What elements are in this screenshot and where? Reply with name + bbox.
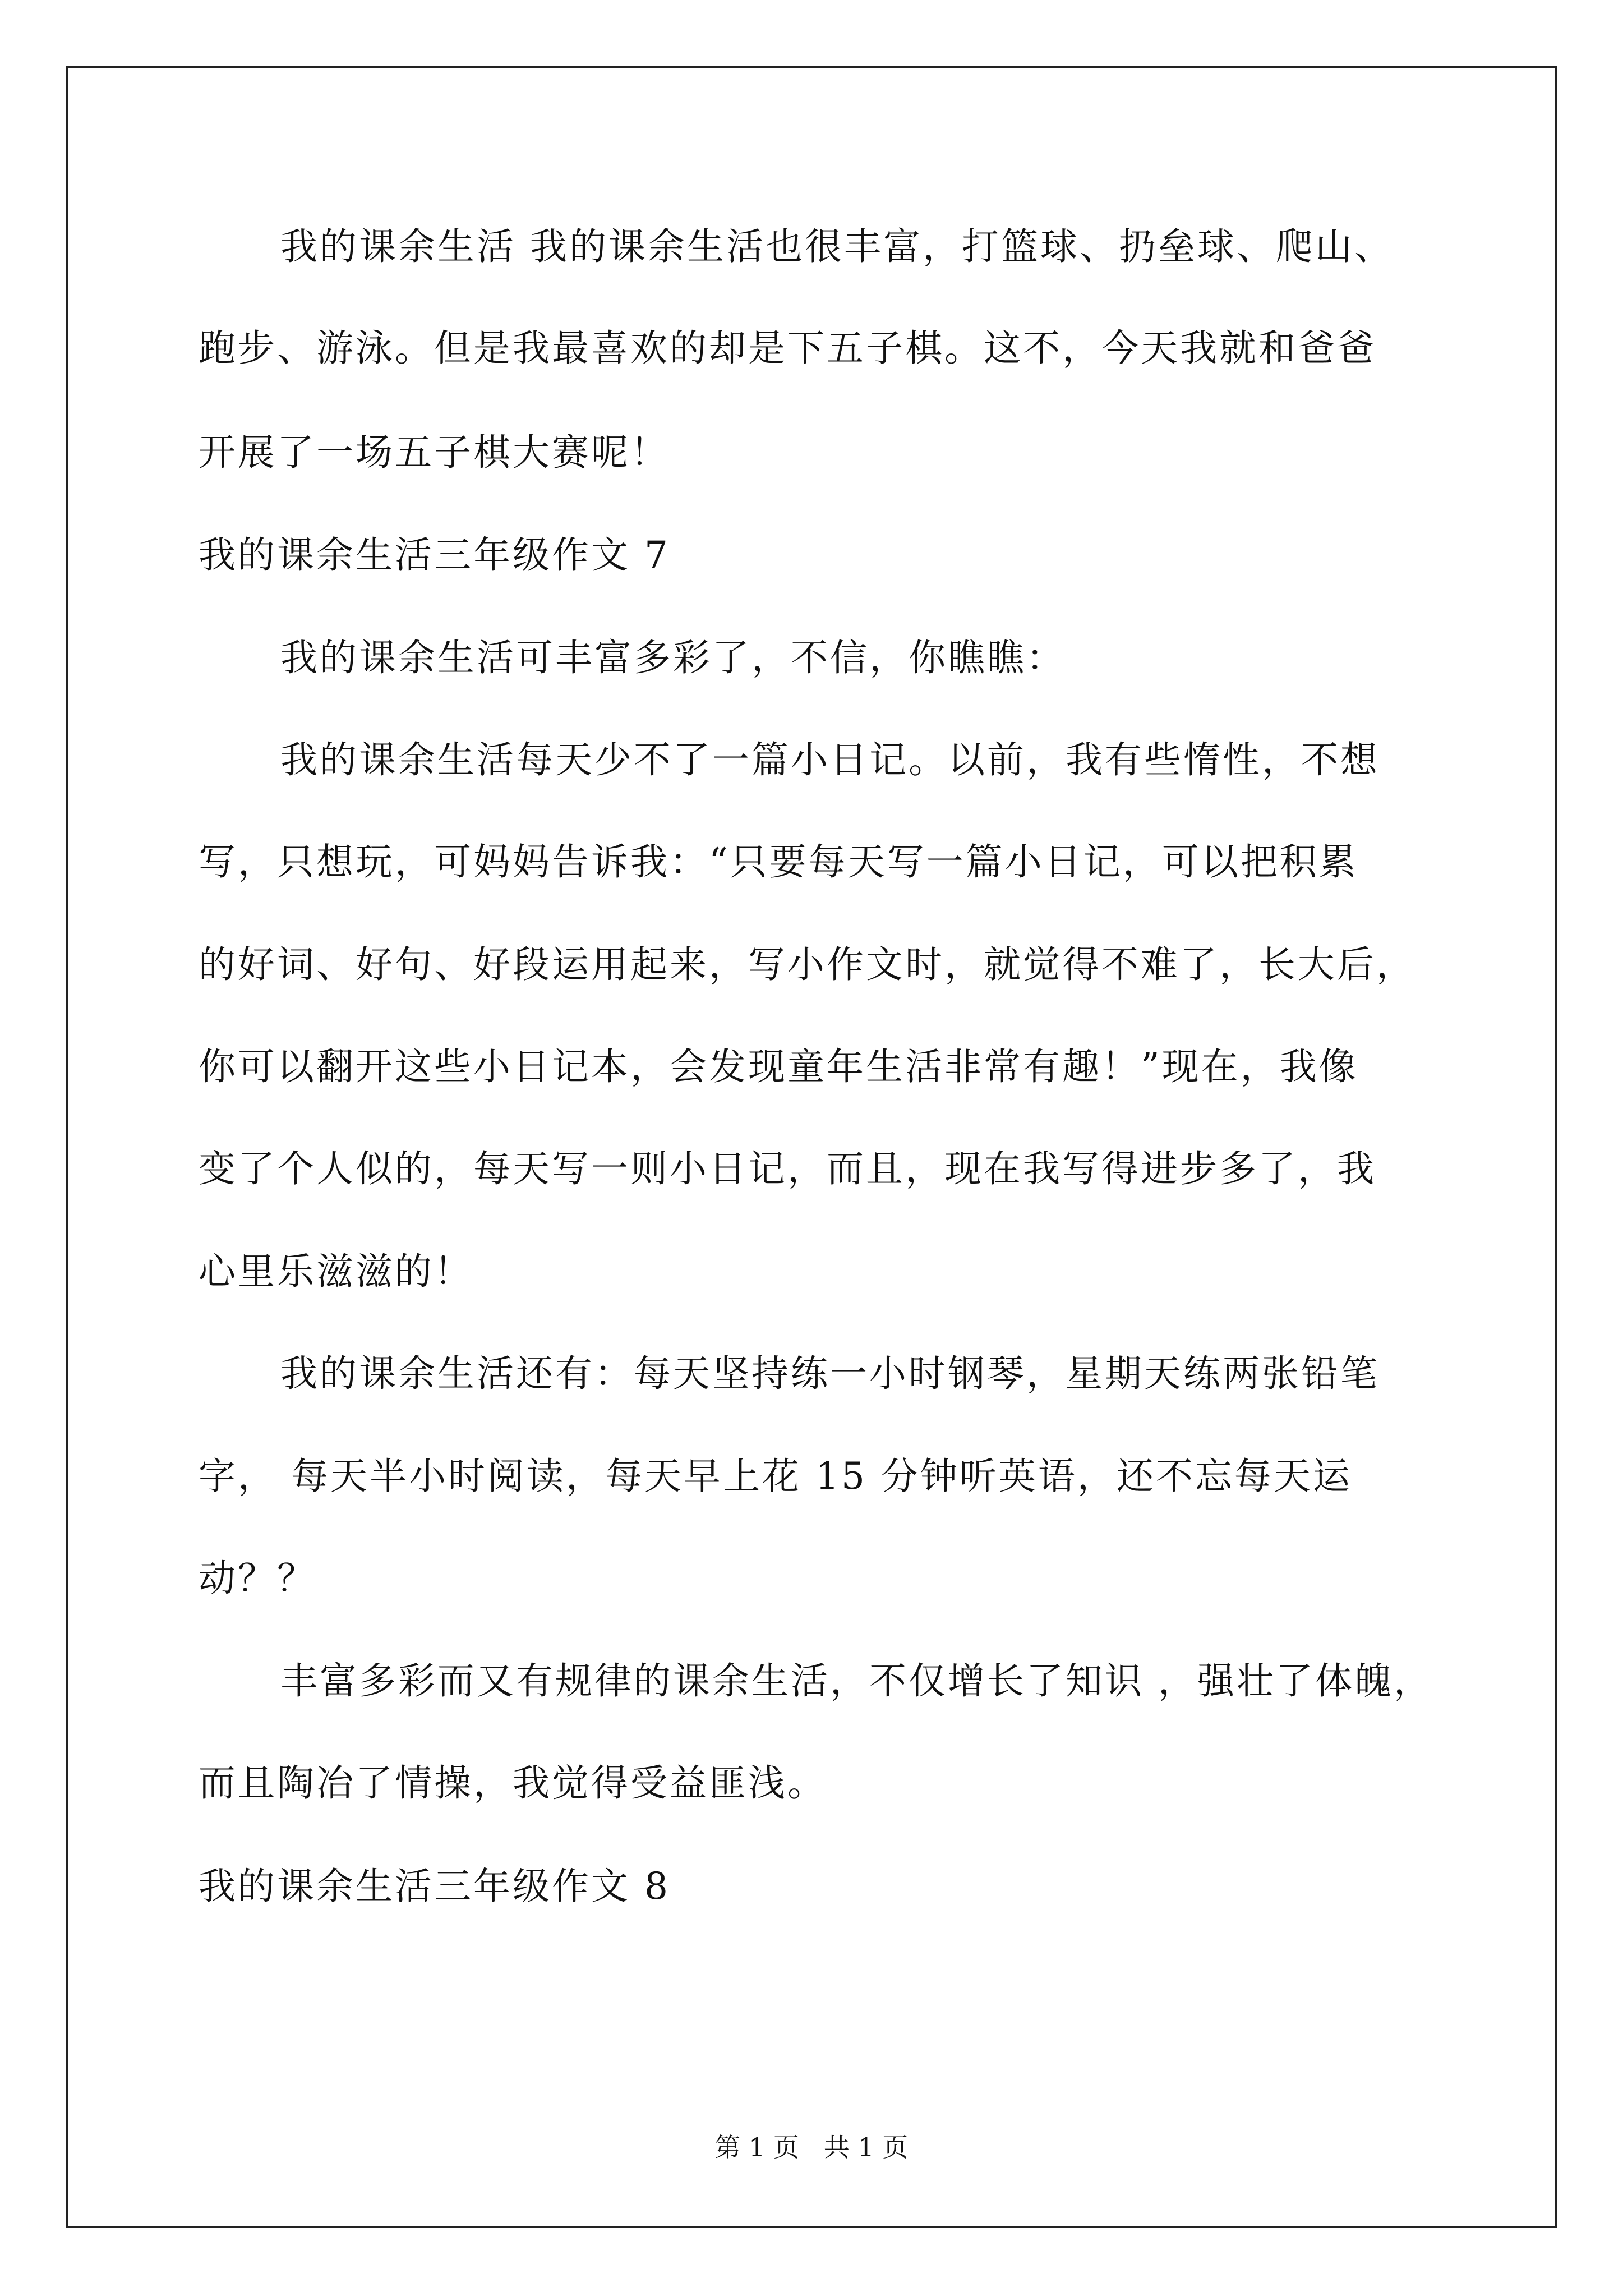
- paragraph-line: 写，只想玩，可妈妈告诉我：“只要每天写一篇小日记，可以把积累: [199, 840, 1358, 884]
- paragraph-line: 的好词、好句、好段运用起来，写小作文时，就觉得不难了，长大后，: [199, 943, 1415, 986]
- paragraph-line: 而且陶冶了情操，我觉得受益匪浅。: [199, 1761, 827, 1805]
- paragraph-line: 字， 每天半小时阅读，每天早上花 15 分钟听英语，还不忘每天运: [199, 1455, 1352, 1498]
- section-heading: 我的课余生活三年级作文 7: [199, 533, 670, 577]
- paragraph-line: 心里乐滋滋的！: [199, 1250, 473, 1293]
- paragraph-line: 我的课余生活可丰富多彩了，不信，你瞧瞧：: [280, 636, 1066, 679]
- paragraph-line: 我的课余生活还有：每天坚持练一小时钢琴，星期天练两张铅笔: [280, 1352, 1380, 1395]
- paragraph-line: 你可以翻开这些小日记本，会发现童年生活非常有趣！”现在，我像: [199, 1045, 1358, 1088]
- paragraph-line: 变了个人似的，每天写一则小日记，而且，现在我写得进步多了，我: [199, 1147, 1376, 1190]
- section-heading: 我的课余生活三年级作文 8: [199, 1865, 670, 1908]
- paragraph-line: 开展了一场五子棋大赛呢！: [199, 431, 670, 474]
- paragraph-line: 我的课余生活 我的课余生活也很丰富，打篮球、扔垒球、爬山、: [280, 225, 1394, 268]
- paragraph-line: 动？？: [199, 1557, 316, 1600]
- paragraph-line: 我的课余生活每天少不了一篇小日记。以前，我有些惰性，不想: [280, 738, 1380, 781]
- page-footer: 第 1 页 共 1 页: [714, 2132, 909, 2162]
- paragraph-line: 丰富多彩而又有规律的课余生活，不仅增长了知识 ，强壮了体魄，: [280, 1659, 1433, 1703]
- paragraph-line: 跑步、游泳。但是我最喜欢的却是下五子棋。这不，今天我就和爸爸: [199, 326, 1376, 370]
